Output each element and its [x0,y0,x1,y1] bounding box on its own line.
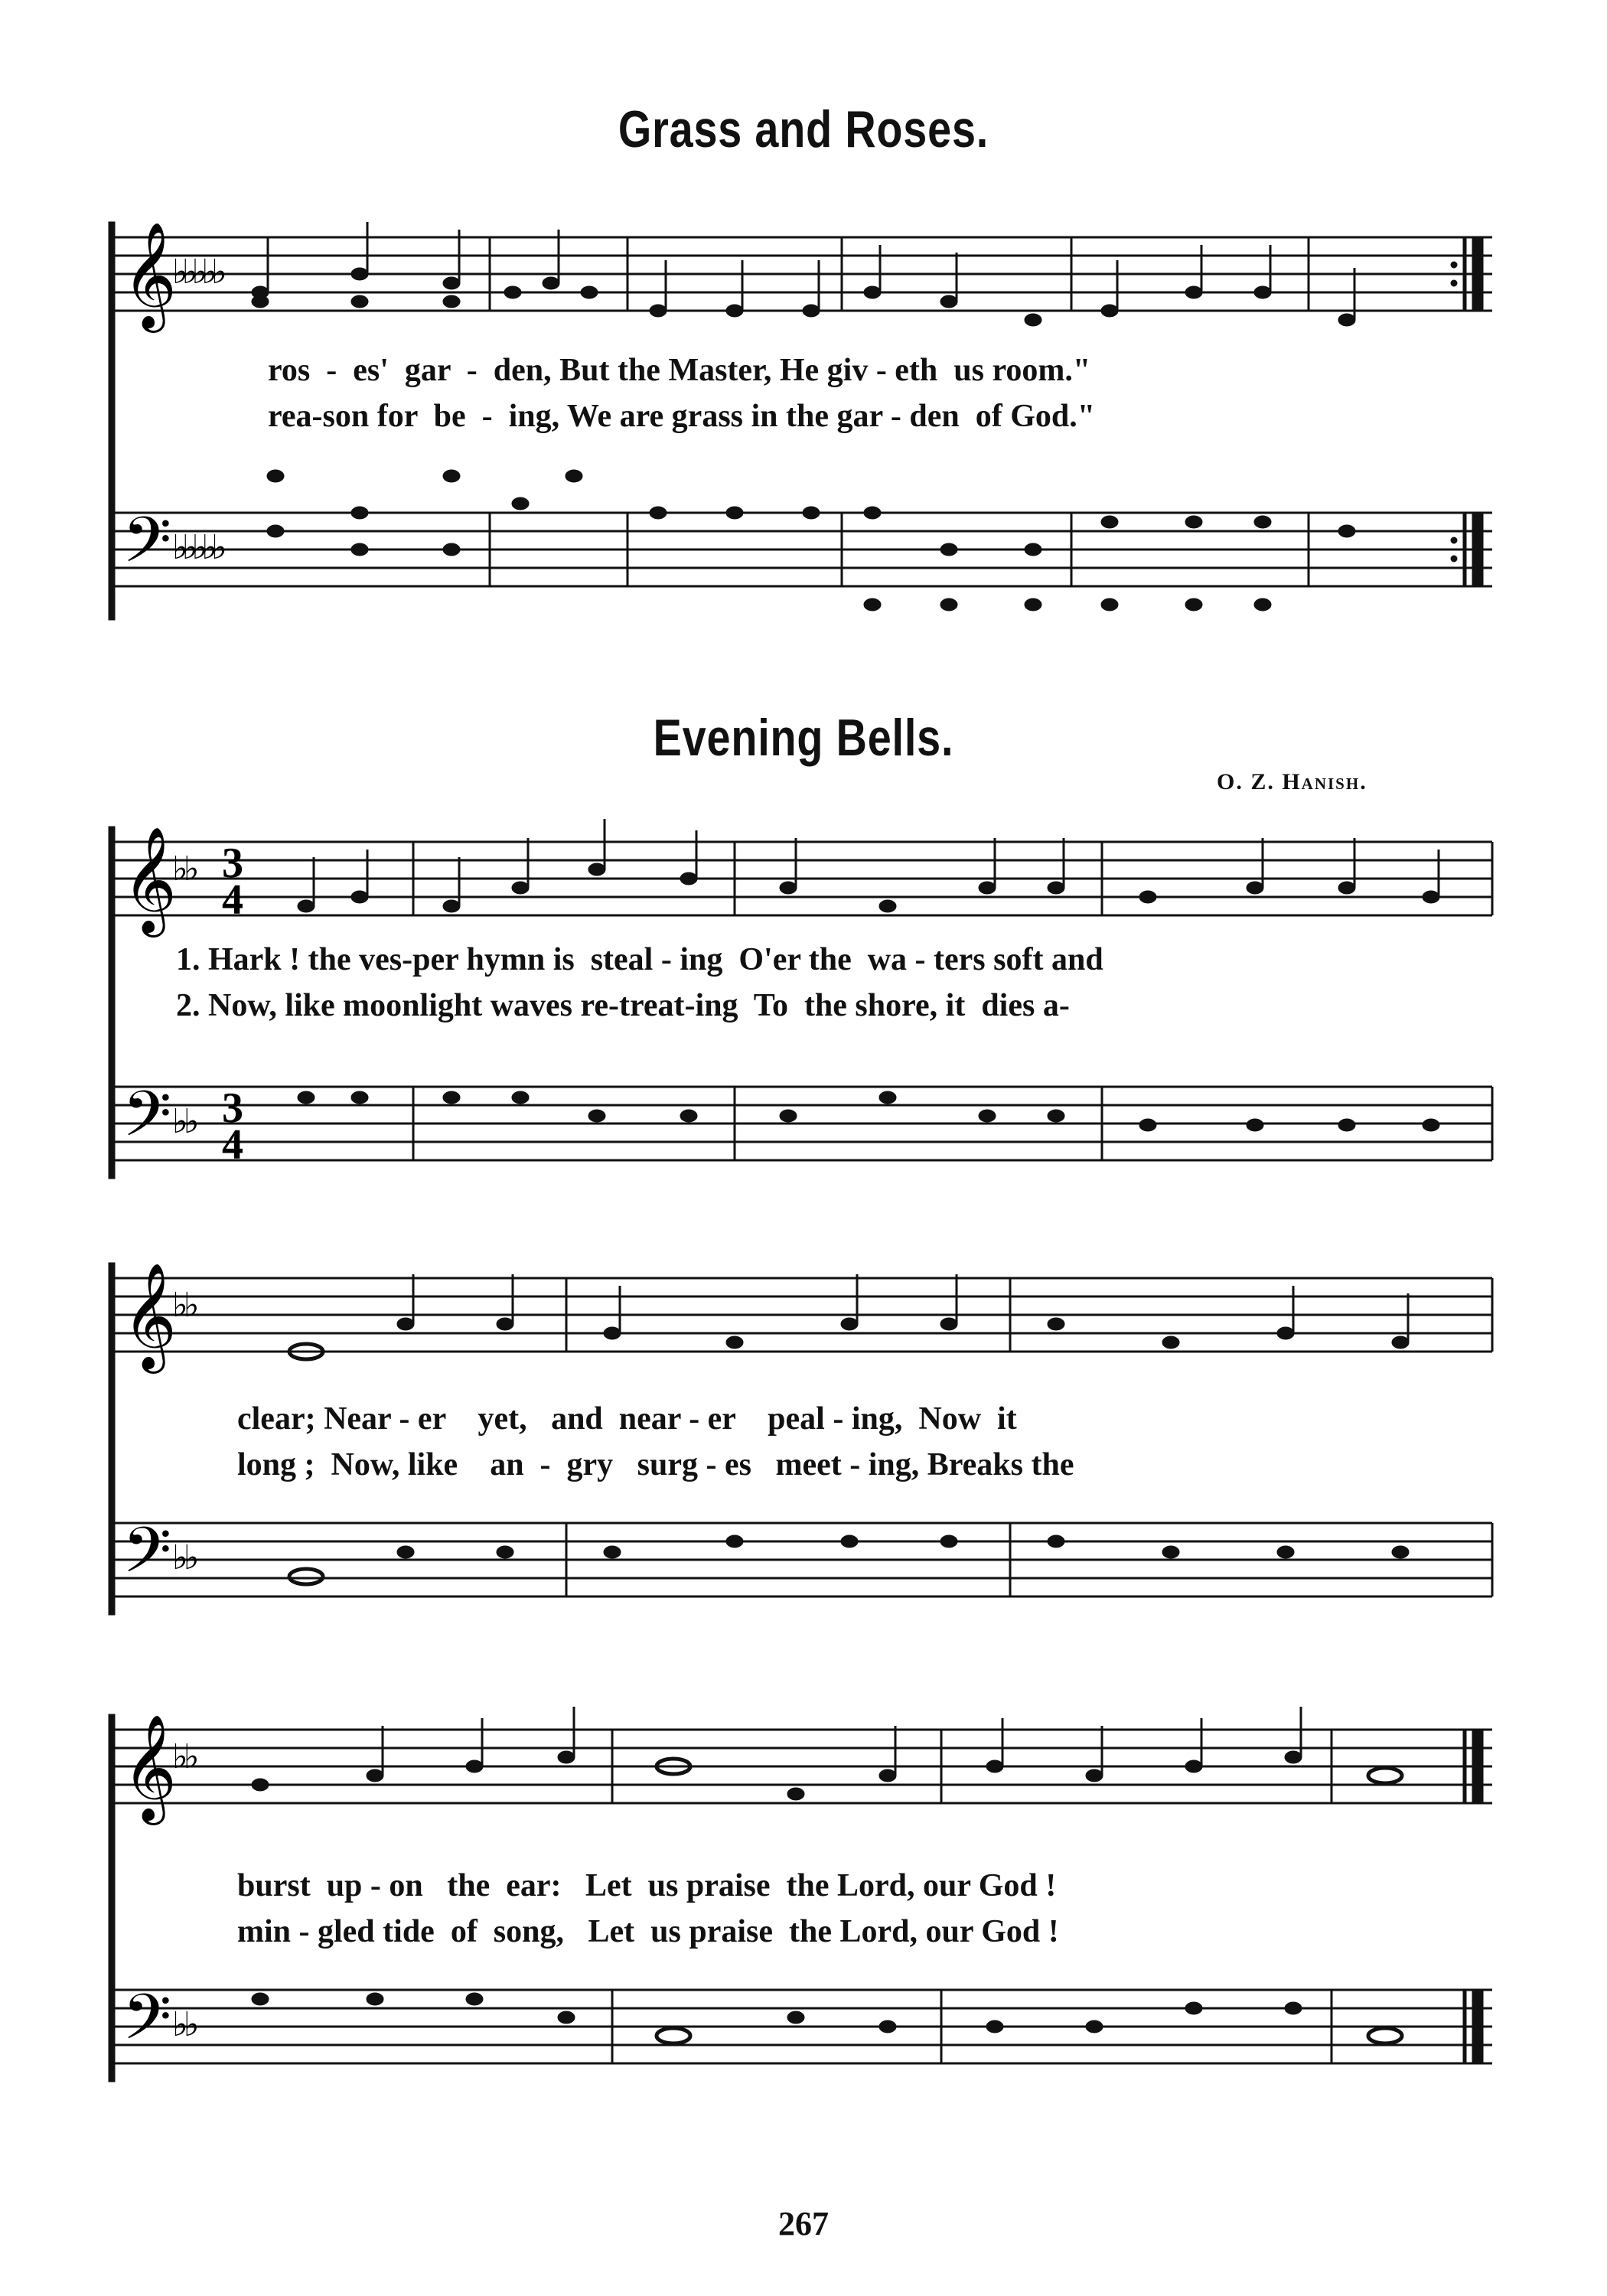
treble-notes [252,268,1355,326]
bass-key-signature: ♭♭ [172,1102,195,1141]
treble-key-signature: ♭♭♭♭♭ [172,253,221,292]
bass-clef: 𝄢 [122,1077,172,1166]
lyric-line-verse-2: min - gled tide of song, Let us praise the Lord, our God ! [237,1914,1059,1949]
time-signature-top: 3 [222,1084,243,1132]
lyric-line-verse-2: rea-son for be - ing, We are grass in the gar - den of God." [268,399,1096,434]
bass-key-signature: ♭♭♭♭♭ [172,528,221,567]
music-system-evening-bells-2 [0,1232,1607,1645]
hymn-title-grass-and-roses: Grass and Roses. [618,100,989,158]
composer-credit: O. Z. Hanish. [1217,769,1367,794]
treble-clef: 𝄞 [122,1263,177,1369]
bass-clef: 𝄢 [122,1513,172,1603]
time-signature-bottom: 4 [222,876,243,924]
treble-clef: 𝄞 [122,222,177,328]
bass-staff [115,513,1492,586]
bass-clef: 𝄢 [122,1980,172,2069]
time-signature-top: 3 [222,840,243,887]
bass-notes [267,470,1355,611]
treble-clef: 𝄞 [122,827,177,933]
hymn-title-evening-bells: Evening Bells. [653,709,954,767]
lyric-line-verse-1: clear; Near - er yet, and near - er peal - ing, Now it [237,1401,1017,1437]
lyric-line-verse-2: long ; Now, like an - gry surg - es meet - ing, Breaks the [237,1447,1074,1482]
bass-clef: 𝄢 [122,503,172,592]
treble-key-signature: ♭♭ [172,1286,195,1325]
treble-key-signature: ♭♭ [172,850,195,889]
treble-staff [115,237,1492,311]
lyric-line-verse-1: burst up - on the ear: Let us praise the Lord, our God ! [237,1868,1057,1903]
music-system-grass-and-roses [0,191,1607,681]
treble-clef: 𝄞 [122,1714,177,1821]
treble-key-signature: ♭♭ [172,1737,195,1776]
lyric-line-verse-1: 1. Hark ! the ves-per hymn is steal - ing O'er the wa - ters soft and [176,942,1103,977]
lyric-line-verse-2: 2. Now, like moonlight waves re-treat-ing To the shore, it dies a- [176,988,1070,1023]
page-number: 267 [778,2205,829,2242]
bass-key-signature: ♭♭ [172,1538,195,1577]
lyric-line-verse-1: ros - es' gar - den, But the Master, He giv - eth us room." [268,353,1091,388]
bass-key-signature: ♭♭ [172,2005,195,2044]
time-signature-bottom: 4 [222,1121,243,1169]
